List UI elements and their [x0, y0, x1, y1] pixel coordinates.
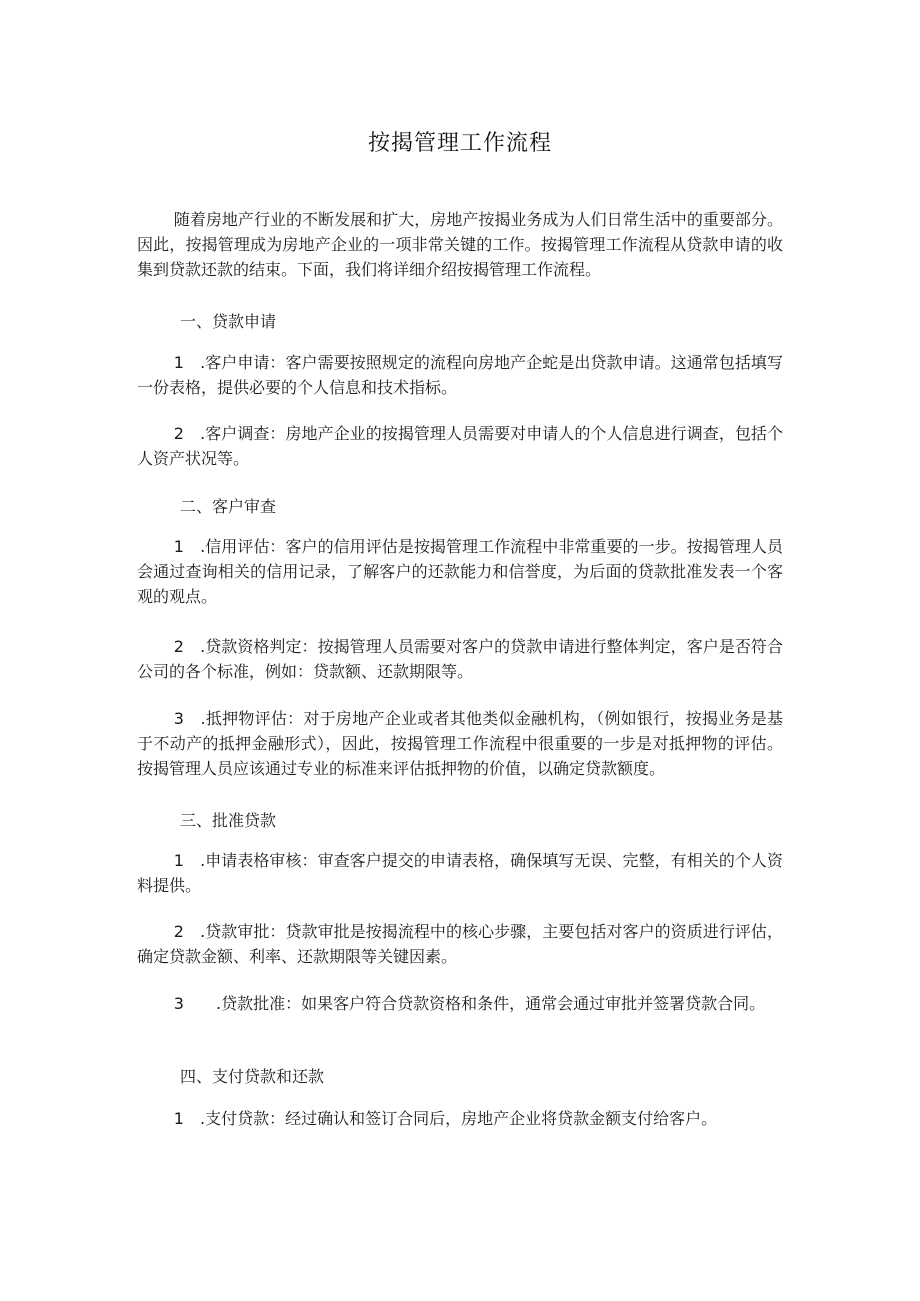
section-1-item-2: 2 .客户调查：房地产企业的按揭管理人员需要对申请人的个人信息进行调查，包括个人资产状况等。 [137, 424, 783, 468]
section-heading-1: 一、贷款申请 [180, 312, 277, 331]
section-2-item-2: 2 .贷款资格判定：按揭管理人员需要对客户的贷款申请进行整体判定，客户是否符合公司的各个标准，例如：贷款额、还款期限等。 [137, 637, 783, 681]
section-2-item-3: 3 .抵押物评估：对于房地产企业或者其他类似金融机构，（例如银行，按揭业务是基于不动产的抵押金融形式），因此，按揭管理工作流程中很重要的一步是对抵押物的评估。按揭管理人员应该通过专业的标准来评估抵押物的价值，以确定贷款额度。 [137, 709, 783, 778]
section-3-item-3: 3 .贷款批准：如果客户符合贷款资格和条件，通常会通过审批并签署贷款合同。 [173, 994, 766, 1013]
section-heading-4: 四、支付贷款和还款 [180, 1067, 325, 1086]
section-4-item-1: 1 .支付贷款：经过确认和签订合同后，房地产企业将贷款金额支付给客户。 [173, 1109, 718, 1128]
section-3-item-2: 2 .贷款审批：贷款审批是按揭流程中的核心步骤，主要包括对客户的资质进行评估，确定贷款金额、利率、还款期限等关键因素。 [137, 922, 783, 966]
section-heading-3: 三、批准贷款 [180, 811, 277, 830]
page-title: 按揭管理工作流程 [367, 131, 552, 156]
section-1-item-1: 1 .客户申请：客户需要按照规定的流程向房地产企蛇是出贷款申请。这通常包括填写一份表格，提供必要的个人信息和技术指标。 [137, 353, 783, 397]
section-2-item-1: 1 .信用评估：客户的信用评估是按揭管理工作流程中非常重要的一步。按揭管理人员会通过查询相关的信用记录，了解客户的还款能力和信誉度，为后面的贷款批准发表一个客观的观点。 [137, 537, 783, 606]
intro-paragraph: 随着房地产行业的不断发展和扩大，房地产按揭业务成为人们日常生活中的重要部分。因此，按揭管理成为房地产企业的一项非常关键的工作。按揭管理工作流程从贷款申请的收集到贷款还款的结束。下面，我们将详细介绍按揭管理工作流程。 [137, 210, 783, 279]
section-heading-2: 二、客户审查 [180, 497, 277, 516]
section-3-item-1: 1 .申请表格审核：审查客户提交的申请表格，确保填写无误、完整，有相关的个人资料提供。 [137, 851, 783, 895]
